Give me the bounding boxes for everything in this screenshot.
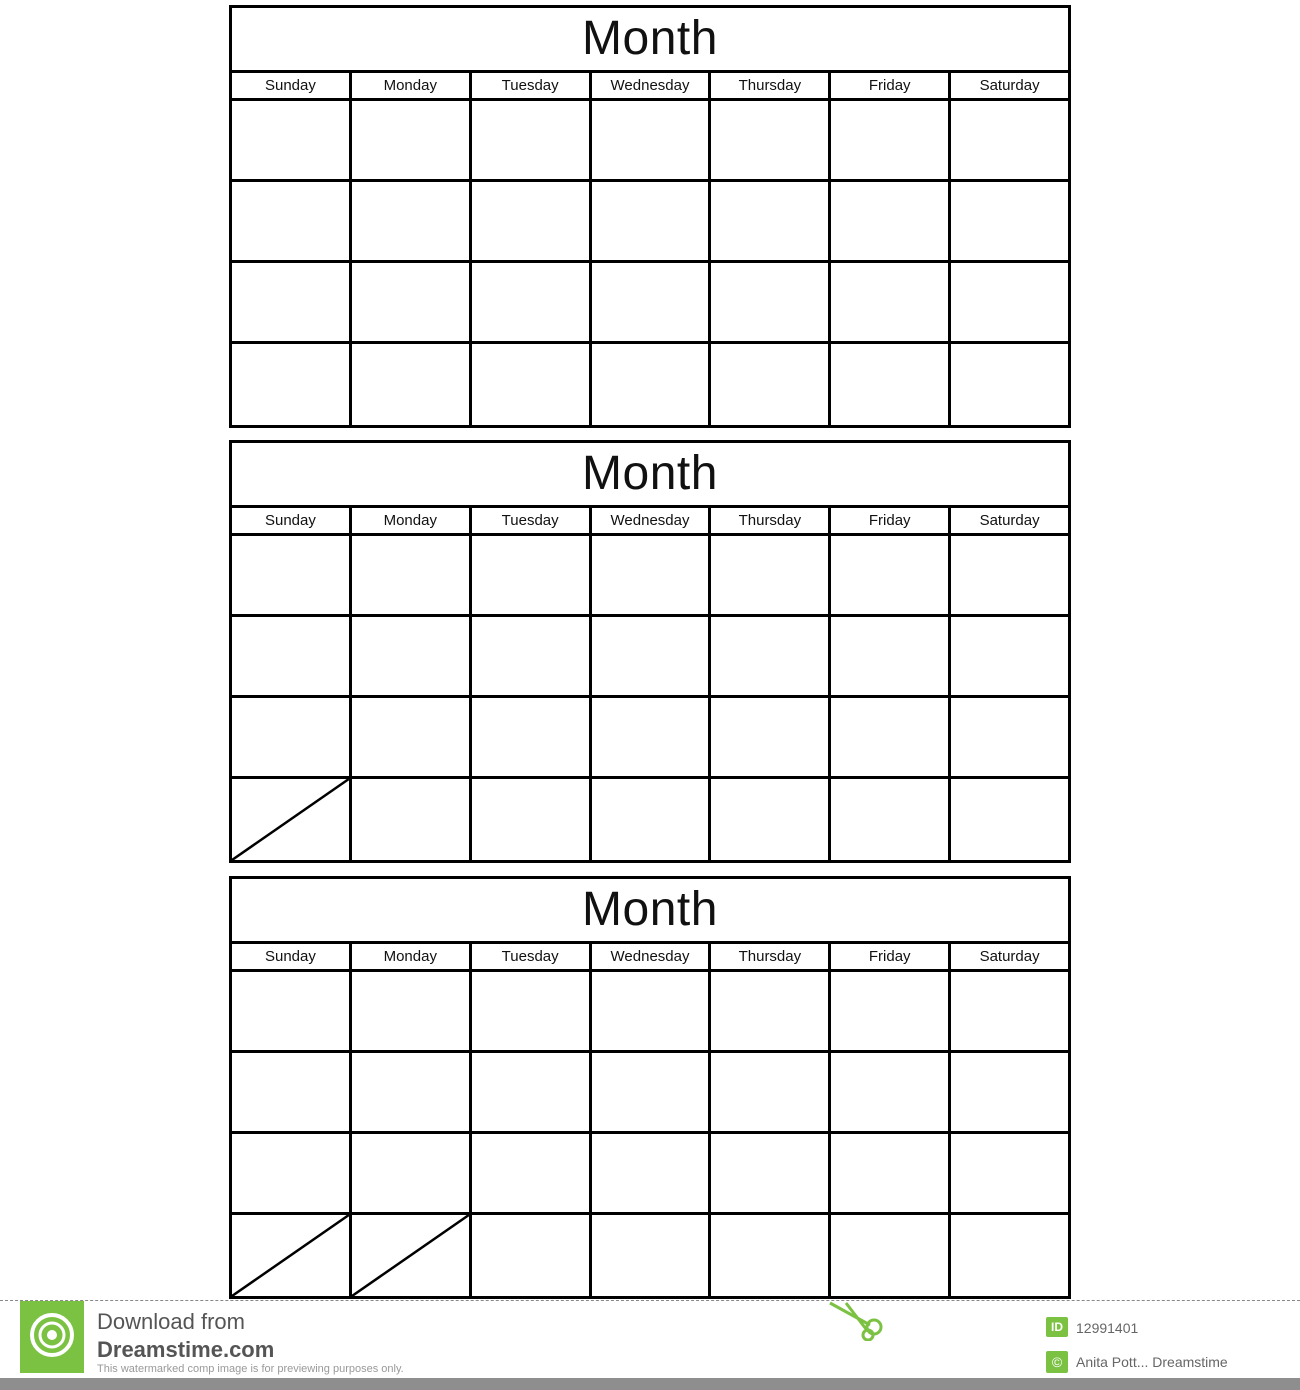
copyright-icon: © [1046, 1351, 1068, 1373]
day-cell[interactable] [831, 263, 951, 341]
week-row [232, 972, 1068, 1053]
day-cell[interactable] [831, 344, 951, 425]
day-sunday: Sunday [232, 508, 352, 533]
day-cell[interactable] [352, 1134, 472, 1212]
day-saturday: Saturday [979, 948, 1040, 965]
day-cell[interactable] [232, 1053, 352, 1131]
day-thursday: Thursday [711, 944, 831, 969]
day-saturday: Saturday [979, 77, 1040, 94]
day-cell[interactable] [592, 1053, 712, 1131]
day-monday: Monday [352, 73, 472, 98]
diagonal-split-line [232, 779, 349, 860]
day-cell[interactable] [592, 182, 712, 260]
week-row [232, 536, 1068, 617]
day-cell[interactable] [472, 1134, 592, 1212]
day-cell[interactable] [592, 779, 712, 860]
id-badge: ID [1046, 1317, 1068, 1337]
weekday-header [232, 73, 1068, 101]
week-row [232, 182, 1068, 263]
day-cell[interactable] [352, 698, 472, 776]
day-cell[interactable] [711, 182, 831, 260]
day-cell[interactable] [592, 101, 712, 179]
day-cell[interactable] [951, 536, 1068, 614]
day-thursday: Thursday [711, 73, 831, 98]
day-cell[interactable] [951, 779, 1068, 860]
day-cell[interactable] [592, 698, 712, 776]
day-cell[interactable] [352, 779, 472, 860]
day-cell[interactable] [352, 617, 472, 695]
day-cell[interactable] [711, 1134, 831, 1212]
dreamstime-logo-icon [20, 1301, 84, 1373]
day-cell[interactable] [232, 182, 352, 260]
day-wednesday: Wednesday [592, 508, 712, 533]
day-cell[interactable] [472, 344, 592, 425]
day-cell[interactable] [352, 1053, 472, 1131]
day-friday: Friday [831, 508, 951, 533]
day-cell[interactable] [472, 617, 592, 695]
day-cell[interactable] [951, 344, 1068, 425]
calendar-1 [229, 5, 1071, 428]
calendar-title: Month [232, 879, 1068, 944]
day-cell[interactable] [711, 263, 831, 341]
day-cell[interactable] [831, 698, 951, 776]
day-cell[interactable] [232, 617, 352, 695]
download-from-text: Download from [97, 1309, 245, 1334]
day-cell[interactable] [472, 1215, 592, 1296]
day-cell[interactable] [951, 263, 1068, 341]
week-row [232, 779, 1068, 860]
week-row [232, 1053, 1068, 1134]
day-cell[interactable] [472, 182, 592, 260]
day-cell[interactable] [831, 779, 951, 860]
day-wednesday: Wednesday [592, 73, 712, 98]
day-cell[interactable] [951, 1053, 1068, 1131]
day-cell[interactable] [951, 972, 1068, 1050]
day-cell[interactable] [472, 1053, 592, 1131]
day-cell[interactable] [951, 617, 1068, 695]
author-credit: Anita Pott... Dreamstime [1076, 1354, 1228, 1370]
day-monday: Monday [352, 508, 472, 533]
weekday-header [232, 508, 1068, 536]
day-cell[interactable] [472, 263, 592, 341]
day-cell[interactable] [232, 263, 352, 341]
split-day-cell[interactable] [352, 1215, 472, 1296]
day-cell[interactable] [352, 263, 472, 341]
dreamstime-brand: Dreamstime.com [97, 1337, 275, 1362]
week-row [232, 1215, 1068, 1296]
day-cell[interactable] [232, 536, 352, 614]
day-cell[interactable] [592, 972, 712, 1050]
day-wednesday: Wednesday [592, 944, 712, 969]
day-thursday: Thursday [711, 508, 831, 533]
day-saturday: Saturday [979, 512, 1040, 529]
diagonal-split-line [232, 1215, 349, 1296]
day-cell[interactable] [831, 972, 951, 1050]
day-cell[interactable] [711, 698, 831, 776]
day-cell[interactable] [352, 972, 472, 1050]
day-cell[interactable] [831, 101, 951, 179]
day-cell[interactable] [711, 779, 831, 860]
week-row [232, 1134, 1068, 1215]
day-cell[interactable] [711, 101, 831, 179]
split-day-cell[interactable] [232, 1215, 352, 1296]
day-cell[interactable] [831, 536, 951, 614]
day-cell[interactable] [472, 698, 592, 776]
day-monday: Monday [352, 944, 472, 969]
day-tuesday: Tuesday [472, 944, 592, 969]
calendar-grid [232, 972, 1068, 1296]
day-cell[interactable] [592, 1134, 712, 1212]
day-cell[interactable] [951, 101, 1068, 179]
watermark-footer [0, 1301, 1300, 1390]
day-tuesday: Tuesday [472, 508, 592, 533]
day-cell[interactable] [592, 536, 712, 614]
day-cell[interactable] [472, 101, 592, 179]
day-cell[interactable] [951, 1134, 1068, 1212]
image-id: 12991401 [1076, 1320, 1139, 1336]
day-sunday: Sunday [232, 944, 352, 969]
calendar-grid [232, 101, 1068, 425]
day-cell[interactable] [592, 617, 712, 695]
day-cell[interactable] [951, 1215, 1068, 1296]
day-cell[interactable] [711, 344, 831, 425]
day-cell[interactable] [711, 1215, 831, 1296]
day-cell[interactable] [831, 617, 951, 695]
calendar-title: Month [232, 8, 1068, 73]
day-cell[interactable] [352, 344, 472, 425]
week-row [232, 617, 1068, 698]
week-row [232, 698, 1068, 779]
day-cell[interactable] [352, 101, 472, 179]
day-cell[interactable] [831, 1134, 951, 1212]
calendar-title: Month [232, 443, 1068, 508]
day-cell[interactable] [711, 617, 831, 695]
split-day-cell[interactable] [232, 779, 352, 860]
day-cell[interactable] [592, 263, 712, 341]
week-row [232, 344, 1068, 425]
day-cell[interactable] [352, 182, 472, 260]
diagonal-split-line [352, 1215, 469, 1296]
day-cell[interactable] [711, 972, 831, 1050]
day-cell[interactable] [352, 536, 472, 614]
day-friday: Friday [831, 944, 951, 969]
calendar-grid [232, 536, 1068, 860]
day-friday: Friday [831, 73, 951, 98]
week-row [232, 101, 1068, 182]
day-cell[interactable] [592, 1215, 712, 1296]
week-row [232, 263, 1068, 344]
day-cell[interactable] [711, 1053, 831, 1131]
day-cell[interactable] [951, 182, 1068, 260]
day-cell[interactable] [951, 698, 1068, 776]
day-cell[interactable] [711, 536, 831, 614]
day-cell[interactable] [232, 101, 352, 179]
day-cell[interactable] [232, 972, 352, 1050]
day-cell[interactable] [472, 779, 592, 860]
day-cell[interactable] [592, 344, 712, 425]
day-sunday: Sunday [232, 73, 352, 98]
day-cell[interactable] [472, 972, 592, 1050]
day-cell[interactable] [472, 536, 592, 614]
day-tuesday: Tuesday [472, 73, 592, 98]
scissors-icon [826, 1301, 890, 1341]
calendar-2 [229, 440, 1071, 863]
watermark-disclaimer: This watermarked comp image is for previewing purposes only. [97, 1363, 404, 1375]
day-cell[interactable] [232, 1134, 352, 1212]
day-cell[interactable] [831, 1215, 951, 1296]
day-cell[interactable] [232, 698, 352, 776]
day-cell[interactable] [831, 1053, 951, 1131]
day-cell[interactable] [232, 344, 352, 425]
day-cell[interactable] [831, 182, 951, 260]
calendar-3 [229, 876, 1071, 1299]
footer-bar [0, 1378, 1300, 1390]
weekday-header [232, 944, 1068, 972]
